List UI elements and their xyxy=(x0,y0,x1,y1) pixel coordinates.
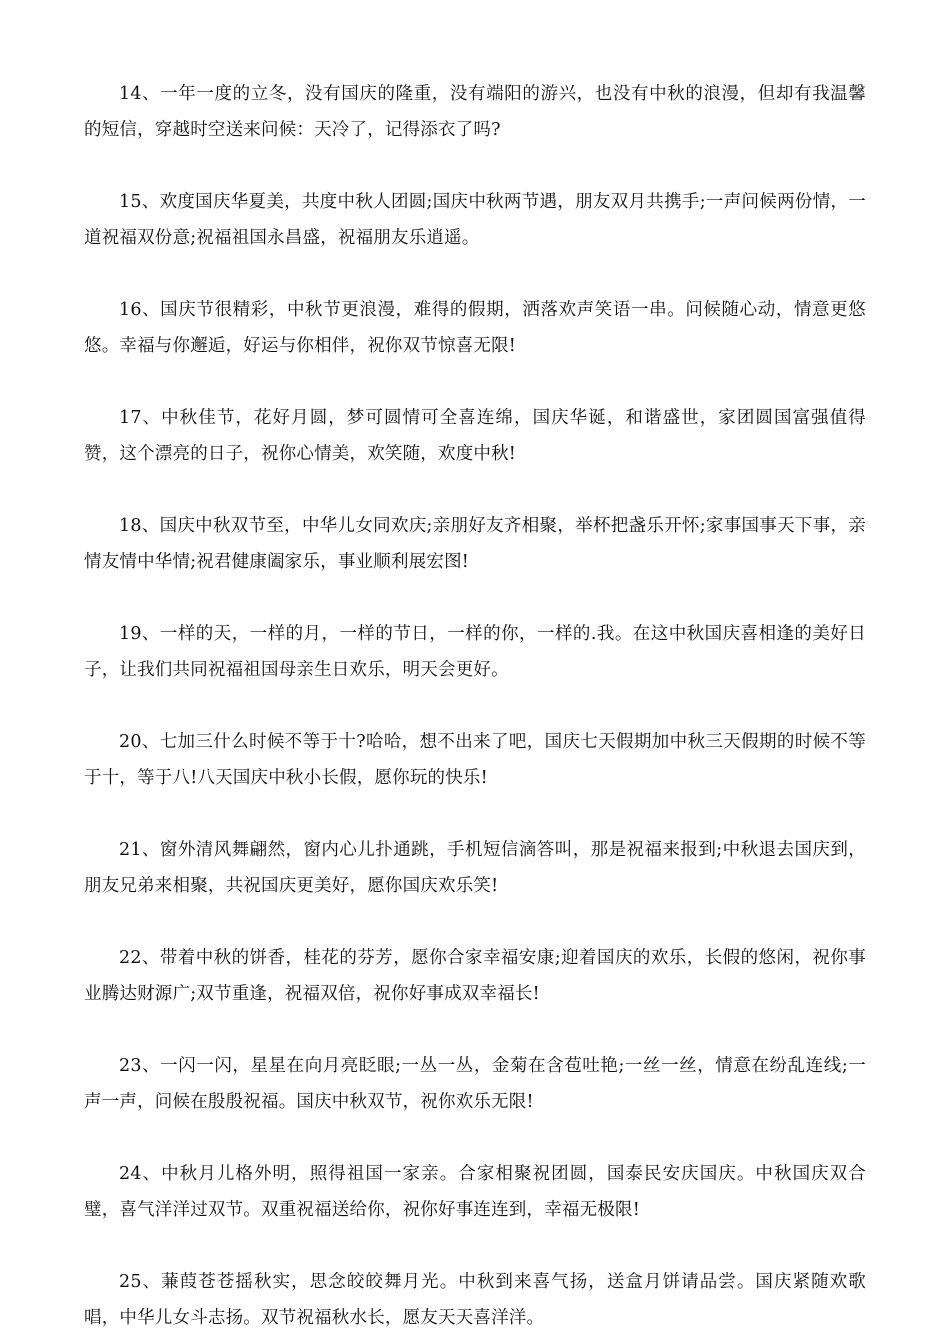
paragraph-22: 22、带着中秋的饼香，桂花的芬芳，愿你合家幸福安康;迎着国庆的欢乐，长假的悠闲，祝你事业腾达财源广;双节重逢，祝福双倍，祝你好事成双幸福长! xyxy=(84,948,866,1004)
paragraph-25: 25、蒹葭苍苍摇秋实，思念皎皎舞月光。中秋到来喜气扬，送盒月饼请品尝。国庆紧随欢歌唱，中华儿女斗志扬。双节祝福秋水长，愿友天天喜洋洋。 xyxy=(84,1272,866,1328)
paragraph-24: 24、中秋月儿格外明，照得祖国一家亲。合家相聚祝团圆，国泰民安庆国庆。中秋国庆双合璧，喜气洋洋过双节。双重祝福送给你，祝你好事连连到，幸福无极限! xyxy=(84,1164,866,1220)
paragraph-17: 17、中秋佳节，花好月圆，梦可圆情可全喜连绵，国庆华诞，和谐盛世，家团圆国富强值得赞，这个漂亮的日子，祝你心情美，欢笑随，欢度中秋! xyxy=(84,408,866,464)
paragraph-21: 21、窗外清风舞翩然，窗内心儿扑通跳，手机短信滴答叫，那是祝福来报到;中秋退去国庆到，朋友兄弟来相聚，共祝国庆更美好，愿你国庆欢乐笑! xyxy=(84,840,866,896)
paragraph-18: 18、国庆中秋双节至，中华儿女同欢庆;亲朋好友齐相聚，举杯把盏乐开怀;家事国事天下事，亲情友情中华情;祝君健康阖家乐，事业顺利展宏图! xyxy=(84,516,866,572)
paragraph-14: 14、一年一度的立冬，没有国庆的隆重，没有端阳的游兴，也没有中秋的浪漫，但却有我温馨的短信，穿越时空送来问候：天冷了，记得添衣了吗? xyxy=(84,84,866,140)
paragraph-16: 16、国庆节很精彩，中秋节更浪漫，难得的假期，洒落欢声笑语一串。问候随心动，情意更悠悠。幸福与你邂逅，好运与你相伴，祝你双节惊喜无限! xyxy=(84,300,866,356)
paragraph-20: 20、七加三什么时候不等于十?哈哈，想不出来了吧，国庆七天假期加中秋三天假期的时候不等于十，等于八!八天国庆中秋小长假，愿你玩的快乐! xyxy=(84,732,866,788)
paragraph-23: 23、一闪一闪，星星在向月亮眨眼;一丛一丛，金菊在含苞吐艳;一丝一丝，情意在纷乱连线;一声一声，问候在殷殷祝福。国庆中秋双节，祝你欢乐无限! xyxy=(84,1056,866,1112)
paragraph-19: 19、一样的天，一样的月，一样的节日，一样的你，一样的.我。在这中秋国庆喜相逢的美好日子，让我们共同祝福祖国母亲生日欢乐，明天会更好。 xyxy=(84,624,866,680)
paragraph-15: 15、欢度国庆华夏美，共度中秋人团圆;国庆中秋两节遇，朋友双月共携手;一声问候两份情，一道祝福双份意;祝福祖国永昌盛，祝福朋友乐逍遥。 xyxy=(84,192,866,248)
